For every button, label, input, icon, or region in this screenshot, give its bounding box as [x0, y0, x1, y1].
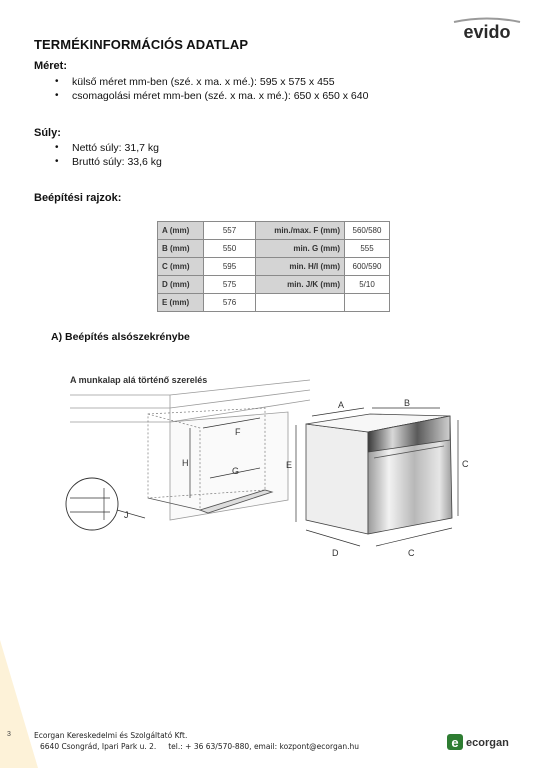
table-cell: 595	[204, 258, 256, 276]
list-item: • csomagolási méret mm-ben (szé. x ma. x mé.): 650 x 650 x 640	[72, 89, 543, 103]
list-item: • külső méret mm-ben (szé. x ma. x mé.): 595 x 575 x 455	[72, 75, 543, 89]
dimensions-heading: Méret:	[34, 60, 68, 72]
table-cell: B (mm)	[158, 240, 204, 258]
table-cell: A (mm)	[158, 222, 204, 240]
table-cell: 600/590	[345, 258, 390, 276]
label-d: D	[332, 548, 339, 558]
install-subheading: A) Beépítés alsószekrénybe	[51, 331, 190, 343]
diagram-caption: A munkalap alá történő szerelés	[70, 375, 208, 385]
weight-heading: Súly:	[34, 127, 61, 139]
detail-circle	[66, 478, 118, 530]
page-title: TERMÉKINFORMÁCIÓS ADATLAP	[34, 37, 249, 52]
table-cell: min. J/K (mm)	[256, 276, 345, 294]
table-cell: min. H/I (mm)	[256, 258, 345, 276]
table-cell: C (mm)	[158, 258, 204, 276]
table-cell: 557	[204, 222, 256, 240]
table-row	[158, 240, 390, 258]
label-j: J	[124, 510, 129, 520]
spec-table	[157, 221, 390, 312]
table-row	[158, 222, 390, 240]
label-a: A	[338, 400, 345, 410]
table-cell: 575	[204, 276, 256, 294]
corner-decoration	[0, 640, 38, 768]
table-cell: 550	[204, 240, 256, 258]
label-c: C	[462, 459, 469, 469]
table-cell: min./max. F (mm)	[256, 222, 345, 240]
logo-text: ecorgan	[466, 737, 509, 749]
weight-list	[34, 141, 372, 169]
install-heading: Beépítési rajzok:	[34, 192, 122, 204]
table-cell	[256, 294, 345, 312]
table-row	[158, 294, 390, 312]
table-row	[158, 276, 390, 294]
table-cell	[345, 294, 390, 312]
footer-company: Ecorgan Kereskedelmi és Szolgáltató Kft.	[34, 731, 188, 740]
table-cell: 560/580	[345, 222, 390, 240]
table-cell: 576	[204, 294, 256, 312]
evido-logo	[452, 16, 522, 42]
label-e: E	[286, 460, 293, 470]
list-item: • Bruttó súly: 33,6 kg	[72, 155, 372, 169]
svg-text:e: e	[451, 735, 459, 750]
label-b: B	[404, 398, 411, 408]
installation-diagram	[60, 370, 480, 575]
list-item: • Nettó súly: 31,7 kg	[72, 141, 372, 155]
label-c-bottom: C	[408, 548, 415, 558]
table-cell: min. G (mm)	[256, 240, 345, 258]
dimensions-list	[34, 75, 543, 103]
label-h: H	[182, 458, 189, 468]
ecorgan-logo	[446, 732, 526, 752]
table-cell: E (mm)	[158, 294, 204, 312]
table-row	[158, 258, 390, 276]
label-f: F	[235, 427, 241, 437]
footer-address: 6640 Csongrád, Ipari Park u. 2. tel.: + 36 63/570-880, email: kozpont@ecorgan.hu	[40, 742, 359, 751]
page-number: 3	[7, 731, 11, 738]
label-g: G	[232, 466, 240, 476]
footer-text	[34, 730, 359, 752]
table-cell: 5/10	[345, 276, 390, 294]
brand-text: evido	[463, 22, 511, 42]
table-cell: D (mm)	[158, 276, 204, 294]
table-cell: 555	[345, 240, 390, 258]
